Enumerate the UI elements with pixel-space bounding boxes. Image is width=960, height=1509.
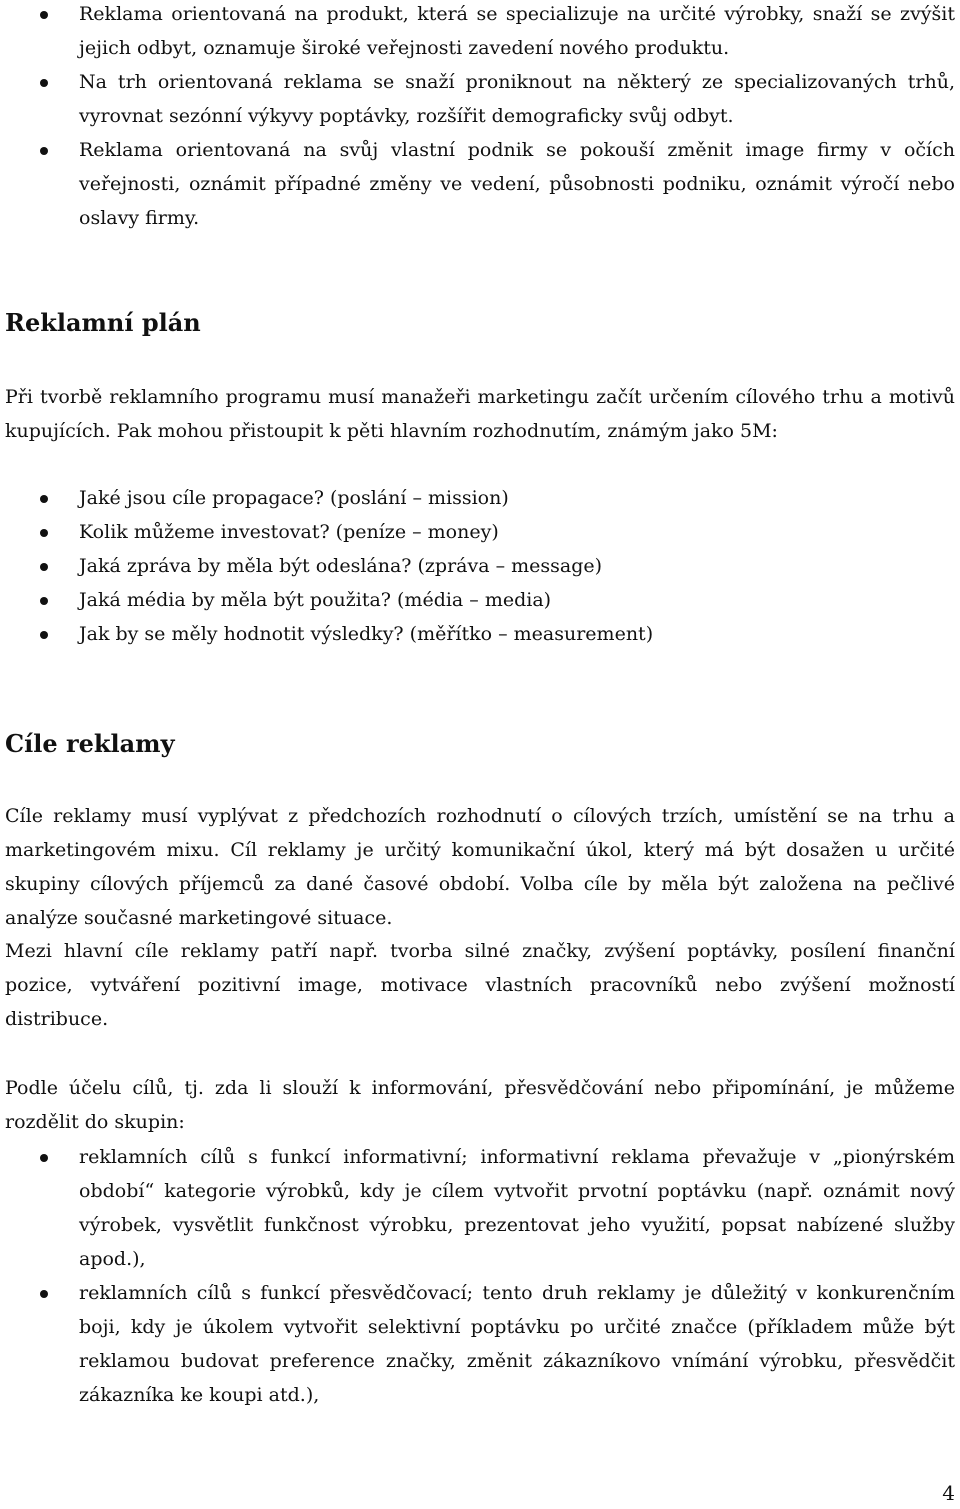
list-item: reklamních cílů s funkcí informativní; informativní reklama převažuje v „pionýrském období“ kategorie výrobků, kdy je cílem vytvořit prvotní poptávku (např. oznámit nový výrobek, vysvětlit funkčnost výrobku, prezentovat jeho využití, popsat nabízené služby apod.), [5,1140,955,1276]
list-item: Reklama orientovaná na produkt, která se specializuje na určité výrobky, snaží se zvýšit jejich odbyt, oznamuje široké veřejnosti zavedení nového produktu. [5,0,955,65]
bullet-icon [40,1154,48,1162]
section-heading-goals: Cíle reklamy [5,729,175,758]
bullet-icon [40,495,48,503]
list-item: Na trh orientovaná reklama se snaží proniknout na některý ze specializovaných trhů, vyrovnat sezónní výkyvy poptávky, rozšířit demograficky svůj odbyt. [5,65,955,133]
bullet-icon [40,563,48,571]
bullet-icon [40,529,48,537]
bullet-icon [40,79,48,87]
list-item: Jak by se měly hodnotit výsledky? (měřítko – measurement) [5,617,955,651]
goals-paragraph-1: Cíle reklamy musí vyplývat z předchozích rozhodnutí o cílových trzích, umístění se na trhu a marketingovém mixu. Cíl reklamy je určitý komunikační úkol, který má být dosažen u určité skupiny cílových příjemců za dané časové období. Volba cíle by měla být založena na pečlivé analýze současné marketingové situace. [5,805,955,929]
goals-bullet-list [5,1140,955,1412]
intro-bullet-list [5,0,955,235]
list-item: reklamních cílů s funkcí přesvědčovací; tento druh reklamy je důležitý v konkurenčním boji, kdy je úkolem vytvořit selektivní poptávku po určité značce (příkladem může být reklamou budovat preference značky, změnit zákazníkovo vnímání výrobku, přesvědčit zákazníka ke koupi atd.), [5,1276,955,1412]
page-number: 4 [942,1481,955,1505]
list-item: Reklama orientovaná na svůj vlastní podnik se pokouší změnit image firmy v očích veřejnosti, oznámit případné změny ve vedení, působnosti podniku, oznámit výročí nebo oslavy firmy. [5,133,955,235]
list-item: Jaká média by měla být použita? (média – media) [5,583,955,617]
plan-5m-list [5,481,955,651]
bullet-icon [40,11,48,19]
bullet-icon [40,597,48,605]
section-heading-plan: Reklamní plán [5,308,201,337]
bullet-icon [40,147,48,155]
plan-paragraph: Při tvorbě reklamního programu musí manažeři marketingu začít určením cílového trhu a motivů kupujících. Pak mohou přistoupit k pěti hlavním rozhodnutím, známým jako 5M: [5,386,955,442]
list-item: Kolik můžeme investovat? (peníze – money) [5,515,955,549]
list-item: Jaké jsou cíle propagace? (poslání – mission) [5,481,955,515]
goals-paragraph-3: Podle účelu cílů, tj. zda li slouží k informování, přesvědčování nebo připomínání, je můžeme rozdělit do skupin: [5,1077,955,1133]
goals-paragraph-2: Mezi hlavní cíle reklamy patří např. tvorba silné značky, zvýšení poptávky, posílení finanční pozice, vytváření pozitivní image, motivace vlastních pracovníků nebo zvýšení možností distribuce. [5,940,955,1030]
bullet-icon [40,1290,48,1298]
list-item: Jaká zpráva by měla být odeslána? (zpráva – message) [5,549,955,583]
bullet-icon [40,631,48,639]
